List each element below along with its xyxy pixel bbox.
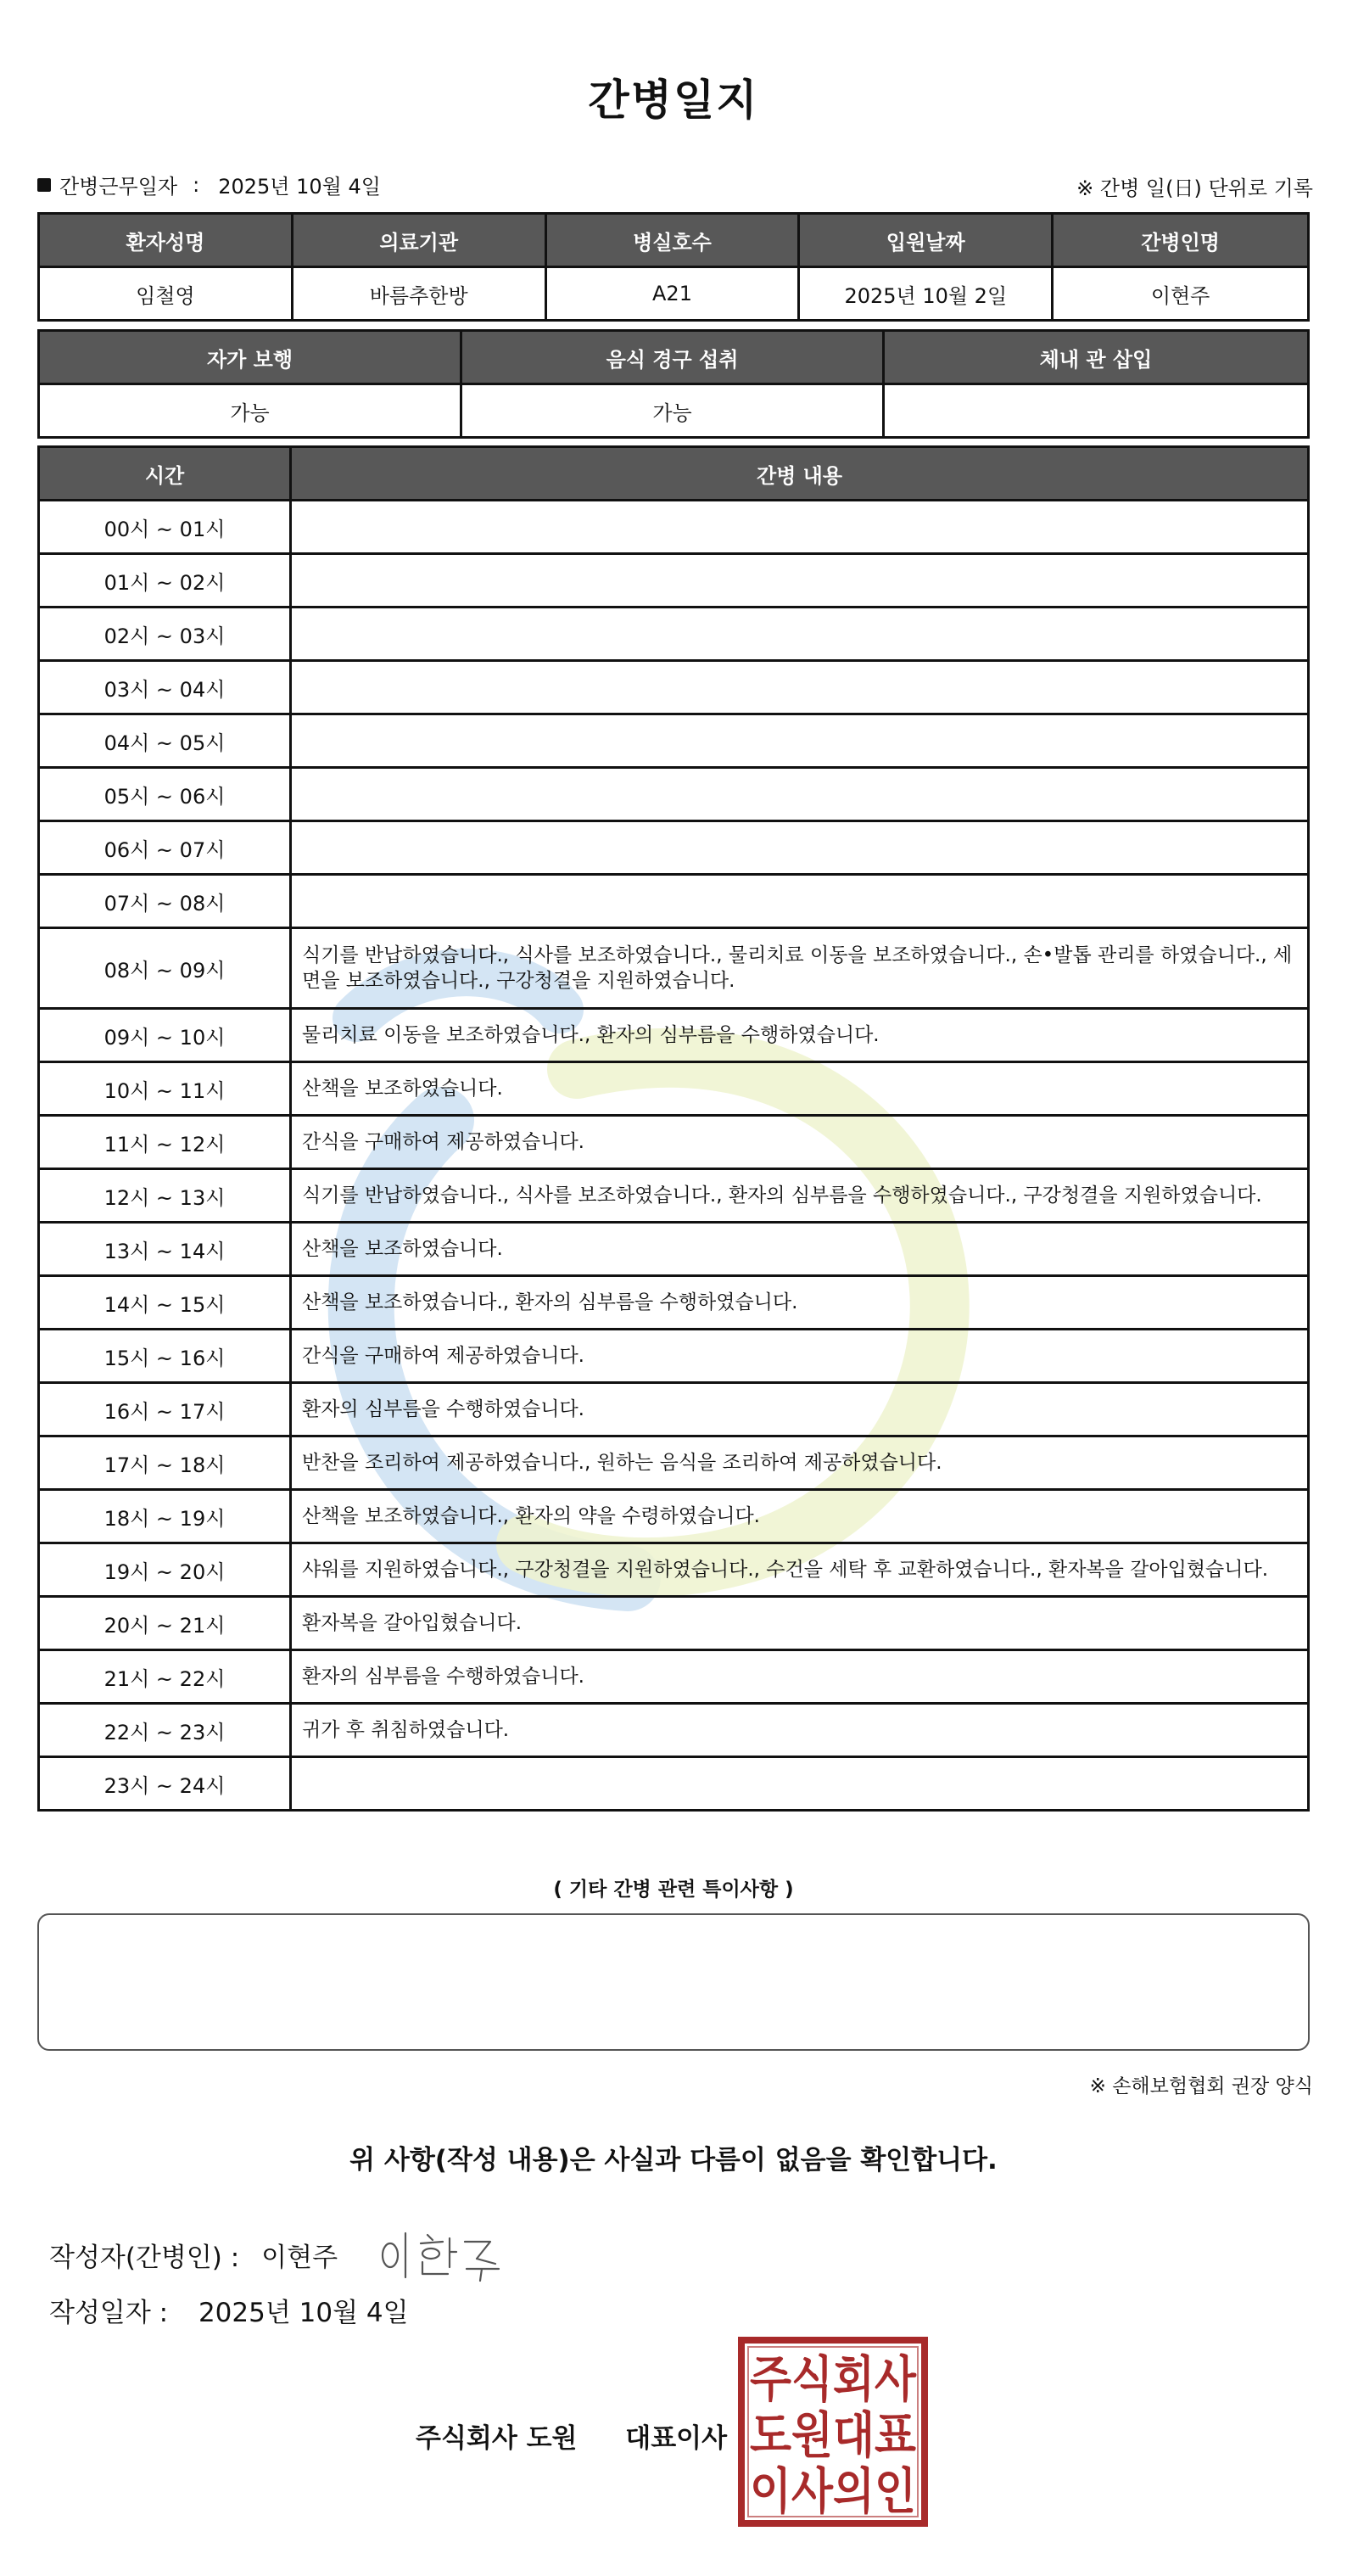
col-admission-date: 입원날짜 <box>800 215 1054 268</box>
care-content <box>292 822 1307 876</box>
time-slot: 09시 ~ 10시 <box>40 1010 292 1063</box>
care-log-row <box>40 501 1307 555</box>
care-content: 산책을 보조하였습니다. <box>292 1224 1307 1277</box>
tube-insertion-value <box>885 385 1307 436</box>
care-log-row <box>40 929 1307 1010</box>
care-content: 물리치료 이동을 보조하였습니다., 환자의 심부름을 수행하였습니다. <box>292 1010 1307 1063</box>
care-content: 샤워를 지원하였습니다., 구강청결을 지원하였습니다., 수건을 세탁 후 교환하였습니다., 환자복을 갈아입혔습니다. <box>292 1544 1307 1598</box>
ability-value-row <box>40 385 1307 436</box>
care-content: 환자복을 갈아입혔습니다. <box>292 1598 1307 1651</box>
written-date-value: 2025년 10월 4일 <box>198 2298 409 2328</box>
care-log-row <box>40 822 1307 876</box>
remarks-title: ( 기타 간병 관련 특이사항 ) <box>553 1879 794 1901</box>
care-log-row <box>40 1170 1307 1224</box>
care-log-row <box>40 1491 1307 1544</box>
svg-text:이사의인: 이사의인 <box>750 2462 916 2520</box>
care-log-row <box>40 1384 1307 1437</box>
col-oral-intake: 음식 경구 섭취 <box>462 332 885 385</box>
care-log-row <box>40 1010 1307 1063</box>
care-log-row <box>40 1063 1307 1117</box>
col-tube-insertion: 체내 관 삽입 <box>885 332 1307 385</box>
care-content: 산책을 보조하였습니다. <box>292 1063 1307 1117</box>
col-time: 시간 <box>40 448 292 501</box>
col-hospital: 의료기관 <box>293 215 547 268</box>
time-slot: 06시 ~ 07시 <box>40 822 292 876</box>
time-slot: 05시 ~ 06시 <box>40 769 292 822</box>
company-line <box>416 2416 727 2455</box>
time-slot: 23시 ~ 24시 <box>40 1758 292 1809</box>
care-content: 반찬을 조리하여 제공하였습니다., 원하는 음식을 조리하여 제공하였습니다. <box>292 1437 1307 1491</box>
care-content <box>292 876 1307 929</box>
care-log-row <box>40 555 1307 608</box>
care-content <box>292 715 1307 769</box>
ability-header-row <box>40 332 1307 385</box>
care-log-row <box>40 1437 1307 1491</box>
care-content: 산책을 보조하였습니다., 환자의 심부름을 수행하였습니다. <box>292 1277 1307 1330</box>
care-log-header-row <box>40 448 1307 501</box>
time-slot: 18시 ~ 19시 <box>40 1491 292 1544</box>
company-representative: 대표이사 <box>625 2423 728 2454</box>
recommend-note: ※ 손해보험협회 권장 양식 <box>1089 2075 1313 2097</box>
hospital-value: 바름추한방 <box>293 268 547 319</box>
unit-note: ※ 간병 일(日) 단위로 기록 <box>1076 176 1313 200</box>
writer-label: 작성자(간병인) : <box>49 2242 240 2273</box>
company-name: 주식회사 도원 <box>416 2423 578 2454</box>
care-log-row <box>40 715 1307 769</box>
patient-info-table <box>37 212 1310 322</box>
care-log-row <box>40 1705 1307 1758</box>
col-patient-name: 환자성명 <box>40 215 293 268</box>
care-content: 환자의 심부름을 수행하였습니다. <box>292 1651 1307 1705</box>
time-slot: 04시 ~ 05시 <box>40 715 292 769</box>
duty-date-value: 2025년 10월 4일 <box>218 175 381 199</box>
care-content: 식기를 반납하였습니다., 식사를 보조하였습니다., 물리치료 이동을 보조하였습니다., 손•발톱 관리를 하였습니다., 세면을 보조하였습니다., 구강청결을 지원하였습니다. <box>292 929 1307 1010</box>
svg-text:주식회사: 주식회사 <box>750 2350 917 2408</box>
time-slot: 20시 ~ 21시 <box>40 1598 292 1651</box>
time-slot: 19시 ~ 20시 <box>40 1544 292 1598</box>
square-bullet-icon <box>37 178 51 192</box>
care-log-row <box>40 662 1307 715</box>
time-slot: 03시 ~ 04시 <box>40 662 292 715</box>
writer-name: 이현주 <box>261 2242 338 2273</box>
time-slot: 12시 ~ 13시 <box>40 1170 292 1224</box>
col-caregiver: 간병인명 <box>1054 215 1307 268</box>
time-slot: 00시 ~ 01시 <box>40 501 292 555</box>
room-value: A21 <box>547 268 801 319</box>
care-content <box>292 662 1307 715</box>
care-content: 식기를 반납하였습니다., 식사를 보조하였습니다., 환자의 심부름을 수행하였습니다., 구강청결을 지원하였습니다. <box>292 1170 1307 1224</box>
patient-info-value-row <box>40 268 1307 319</box>
written-date-line <box>49 2291 409 2329</box>
care-log-row <box>40 876 1307 929</box>
care-log-row <box>40 1224 1307 1277</box>
caregiver-value: 이현주 <box>1150 283 1210 308</box>
col-self-walking: 자가 보행 <box>40 332 462 385</box>
admission-date-value: 2025년 10월 2일 <box>800 268 1054 319</box>
patient-name-value: 임철영 <box>40 268 293 319</box>
care-content: 간식을 구매하여 제공하였습니다. <box>292 1117 1307 1170</box>
care-content: 산책을 보조하였습니다., 환자의 약을 수령하였습니다. <box>292 1491 1307 1544</box>
care-content <box>292 555 1307 608</box>
confirmation-statement: 위 사항(작성 내용)은 사실과 다름이 없음을 확인합니다. <box>349 2145 998 2176</box>
document-title: 간병일지 <box>588 76 759 125</box>
care-content: 간식을 구매하여 제공하였습니다. <box>292 1330 1307 1384</box>
remarks-box <box>37 1913 1310 2051</box>
time-slot: 07시 ~ 08시 <box>40 876 292 929</box>
time-slot: 14시 ~ 15시 <box>40 1277 292 1330</box>
written-date-label: 작성일자 : <box>49 2298 169 2328</box>
handwritten-signature <box>372 2225 524 2284</box>
time-slot: 13시 ~ 14시 <box>40 1224 292 1277</box>
care-content <box>292 769 1307 822</box>
care-log-row <box>40 1598 1307 1651</box>
care-log-row <box>40 1544 1307 1598</box>
duty-date-separator: : <box>193 172 200 197</box>
care-log-row <box>40 608 1307 662</box>
time-slot: 21시 ~ 22시 <box>40 1651 292 1705</box>
care-log-row <box>40 1758 1307 1809</box>
time-slot: 10시 ~ 11시 <box>40 1063 292 1117</box>
patient-info-header-row <box>40 215 1307 268</box>
time-slot: 15시 ~ 16시 <box>40 1330 292 1384</box>
care-log-table <box>37 445 1310 1812</box>
patient-ability-table <box>37 329 1310 439</box>
care-log-row <box>40 1330 1307 1384</box>
time-slot: 08시 ~ 09시 <box>40 929 292 1010</box>
duty-date <box>37 170 381 199</box>
company-seal-stamp <box>736 2335 930 2528</box>
care-content <box>292 501 1307 555</box>
care-log-row <box>40 1117 1307 1170</box>
time-slot: 22시 ~ 23시 <box>40 1705 292 1758</box>
time-slot: 11시 ~ 12시 <box>40 1117 292 1170</box>
writer-line <box>49 2225 524 2284</box>
care-log-row <box>40 1651 1307 1705</box>
time-slot: 02시 ~ 03시 <box>40 608 292 662</box>
care-content: 환자의 심부름을 수행하였습니다. <box>292 1384 1307 1437</box>
col-care-content: 간병 내용 <box>292 448 1307 501</box>
duty-date-label: 간병근무일자 <box>59 175 178 199</box>
oral-intake-value: 가능 <box>462 385 885 436</box>
care-log-row <box>40 1277 1307 1330</box>
care-content <box>292 1758 1307 1809</box>
self-walking-value: 가능 <box>40 385 462 436</box>
care-content <box>292 608 1307 662</box>
time-slot: 17시 ~ 18시 <box>40 1437 292 1491</box>
care-log-row <box>40 769 1307 822</box>
care-log-body <box>40 501 1307 1809</box>
time-slot: 16시 ~ 17시 <box>40 1384 292 1437</box>
care-content: 귀가 후 취침하였습니다. <box>292 1705 1307 1758</box>
time-slot: 01시 ~ 02시 <box>40 555 292 608</box>
svg-text:도원대표: 도원대표 <box>750 2406 916 2464</box>
col-room: 병실호수 <box>547 215 801 268</box>
